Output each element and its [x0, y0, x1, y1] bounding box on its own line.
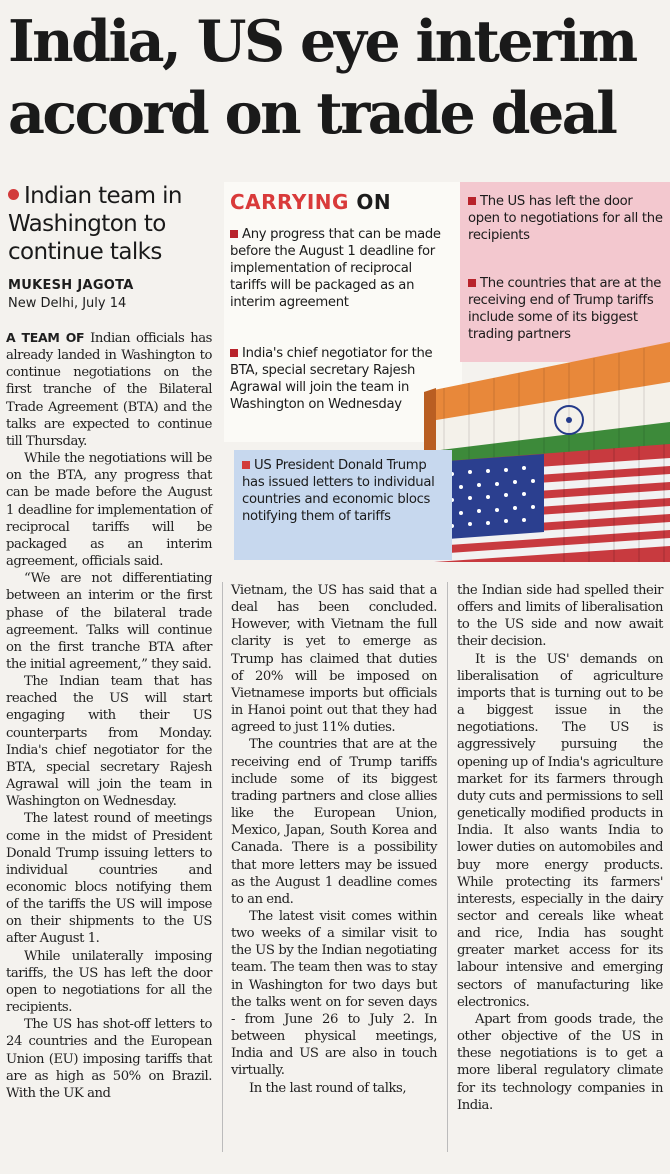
subhead: [8, 182, 223, 266]
paragraph: A TEAM OF Indian officials has already landed in Washington to continue negotiations on the first tranche of the Bilateral Trade Agreement (BTA) and the talks are expected to continue till Thursday.: [6, 330, 212, 449]
graphic-point-blue-text: US President Donald Trump has issued letters to individual countries and economic blocs notifying them of tariffs: [242, 458, 435, 524]
graphic-point-right-2-text: The countries that are at the receiving end of Trump tariffs include some of its biggest trading partners: [468, 276, 662, 342]
graphic-point-right-1-text: The US has left the door open to negotiations for all the recipients: [468, 194, 663, 243]
paragraph: the Indian side had spelled their offers and limits of liberalisation to the US side and now await their decision.: [457, 583, 663, 650]
bullet-square-icon: [468, 197, 476, 205]
author-name: MUKESH JAGOTA: [8, 278, 134, 293]
dateline: New Delhi, July 14: [8, 296, 127, 311]
bullet-dot-icon: [8, 189, 19, 200]
bullet-square-icon: [230, 230, 238, 238]
article-column-3: [457, 582, 663, 1114]
bullet-square-icon: [468, 279, 476, 287]
byline: [8, 277, 134, 313]
paragraph: The countries that are at the receiving end of Trump tariffs include some of its biggest trading partners and close allies like the European Union, Mexico, Japan, South Korea and Canada. There is a possibility that more letters may be issued as the August 1 deadline comes to an end.: [231, 737, 437, 907]
us-flag-container-icon: [434, 444, 670, 562]
article-column-1: [6, 329, 212, 1102]
graphic-title-part1: CARRYING: [230, 190, 349, 214]
graphic-point-blue: [242, 457, 446, 525]
paragraph: While unilaterally imposing tariffs, the US has left the door open to negotiations for all the recipients.: [6, 948, 212, 1016]
bullet-square-icon: [230, 349, 238, 357]
headline: India, US eye interim accord on trade deal: [8, 8, 636, 147]
column-divider: [222, 582, 223, 1152]
paragraph: Apart from goods trade, the other objective of the US in these negotiations is to get a more liberal regulatory climate for its technology companies in India.: [457, 1011, 663, 1113]
paragraph: The latest visit comes within two weeks of a similar visit to the US by the Indian negotiating team. The team then was to stay in Washington for two days but the talks went on for seven days - from June 26 to July 2. In between physical meetings, India and US are also in touch virtually.: [231, 908, 437, 1079]
carrying-on-graphic: [224, 182, 670, 562]
paragraph: “We are not differentiating between an interim or the first phase of the bilateral trade agreement. Talks will continue on the first tranche BTA after the initial agreement,” they said.: [6, 571, 212, 672]
paragraph: It is the US' demands on liberalisation of agriculture imports that is turning out to be a biggest issue in the negotiations. The US is aggressively pursuing the opening up of India's agriculture market for its farmers through duty cuts and permissions to sell genetically modified products in India. It also wants India to lower duties on automobiles and buy more energy products. While protecting its farmers' interests, especially in the dairy sector and cereals like wheat and rice, India has sought greater market access for its labour intensive and emerging sectors of manufacturing like electronics.: [457, 651, 663, 1010]
paragraph: In the last round of talks,: [249, 1080, 407, 1096]
article-column-2: [231, 582, 437, 1097]
subhead-text: Indian team in Washington to continue talks: [8, 183, 182, 265]
paragraph: While the negotiations will be on the BTA, any progress that can be made before the August 1 deadline for implementation of reciprocal tariffs will be packaged as an interim agreement, officials said.: [6, 451, 212, 570]
graphic-point-right-1: [468, 193, 664, 244]
paragraph: The latest round of meetings come in the midst of President Donald Trump issuing letters to individual countries and economic blocs notifying them of the tariffs the US will impose on their shipments to the US after August 1.: [6, 811, 212, 947]
paragraph: The US has shot-off letters to 24 countries and the European Union (EU) imposing tariffs that are as high as 50% on Brazil. With the UK and: [6, 1017, 212, 1101]
graphic-point-2: [230, 345, 448, 413]
paragraph: The Indian team that has reached the US will start engaging with their US counterparts from Monday. India's chief negotiator for the BTA, special secretary Rajesh Agrawal will join the team in Washington on Wednesday.: [6, 674, 212, 810]
bullet-square-icon: [242, 461, 250, 469]
graphic-point-2-text: India's chief negotiator for the BTA, special secretary Rajesh Agrawal will join the team in Washington on Wednesday: [230, 346, 433, 412]
graphic-point-1-text: Any progress that can be made before the August 1 deadline for implementation of reciprocal tariffs will be packaged as an interim agreement: [230, 227, 441, 310]
graphic-title-part2: ON: [356, 190, 392, 214]
column-divider: [447, 582, 448, 1152]
paragraph: Vietnam, the US has said that a deal has been concluded. However, with Vietnam the full clarity is yet to emerge as Trump has claimed that duties of 20% will be imposed on Vietnamese imports but officials in Hanoi point out that they had agreed to just 11% duties.: [231, 583, 437, 736]
graphic-point-right-2: [468, 275, 664, 343]
graphic-title: [230, 190, 391, 214]
lead-in: A TEAM OF: [6, 330, 85, 345]
graphic-point-1: [230, 226, 448, 311]
